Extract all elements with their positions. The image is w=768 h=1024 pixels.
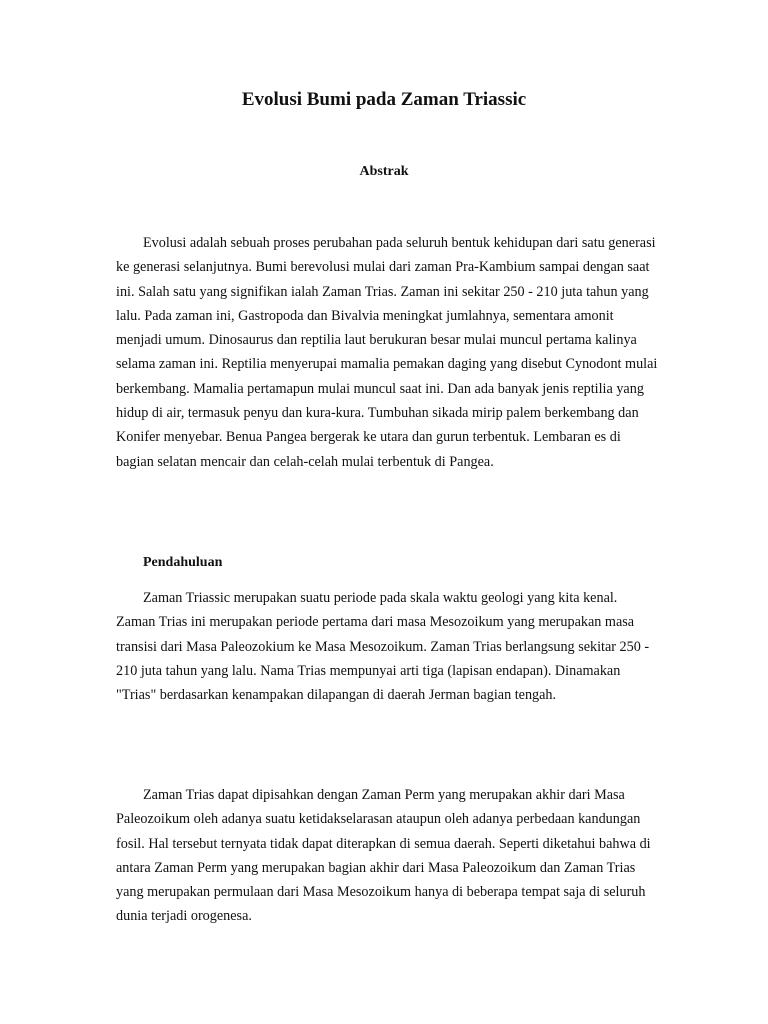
document-title: Evolusi Bumi pada Zaman Triassic bbox=[241, 89, 527, 110]
intro-paragraph-2: Zaman Trias dapat dipisahkan dengan Zaman Perm yang merupakan akhir dari Masa Paleozoikum oleh adanya suatu ketidakselarasan ataupun oleh adanya perbedaan kandungan fosil. Hal tersebut ternyata tidak dapat diterapkan di semua daerah. Seperti diketahui bahwa di antara Zaman Perm yang merupakan bagian akhir dari Masa Paleozoikum dan Zaman Trias yang merupakan permulaan dari Masa Mesozoikum hanya di beberapa tempat saja di seluruh dunia terjadi orogenesa. bbox=[116, 787, 651, 925]
intro-paragraph-1: Zaman Triassic merupakan suatu periode pada skala waktu geologi yang kita kenal. Zaman Trias ini merupakan periode pertama dari masa Mesozoikum yang merupakan masa transisi dari Masa Paleozokium ke Masa Mesozoikum. Zaman Trias berlangsung sekitar 250 - 210 juta tahun yang lalu. Nama Trias mempunyai arti tiga (lapisan endapan). Dinamakan "Trias" berdasarkan kenampakan dilapangan di daerah Jerman bagian tengah. bbox=[116, 590, 650, 704]
abstract-heading: Abstrak bbox=[359, 164, 409, 179]
intro-heading: Pendahuluan bbox=[143, 555, 223, 570]
abstract-paragraph: Evolusi adalah sebuah proses perubahan pada seluruh bentuk kehidupan dari satu generasi ke generasi selanjutnya. Bumi berevolusi mulai dari zaman Pra-Kambium sampai dengan saat ini. Salah satu yang signifikan ialah Zaman Trias. Zaman ini sekitar 250 - 210 juta tahun yang lalu. Pada zaman ini, Gastropoda dan Bivalvia meningkat jumlahnya, sementara amonit menjadi umum. Dinosaurus dan reptilia laut berukuran besar mulai muncul pertama kalinya selama zaman ini. Reptilia menyerupai mamalia pemakan daging yang disebut Cynodont mulai berkembang. Mamalia pertamapun mulai muncul saat ini. Dan ada banyak jenis reptilia yang hidup di air, termasuk penyu dan kura-kura. Tumbuhan sikada mirip palem berkembang dan Konifer menyebar. Benua Pangea bergerak ke utara dan gurun terbentuk. Lembaran es di bagian selatan mencair dan celah-celah mulai terbentuk di Pangea. bbox=[116, 235, 658, 470]
